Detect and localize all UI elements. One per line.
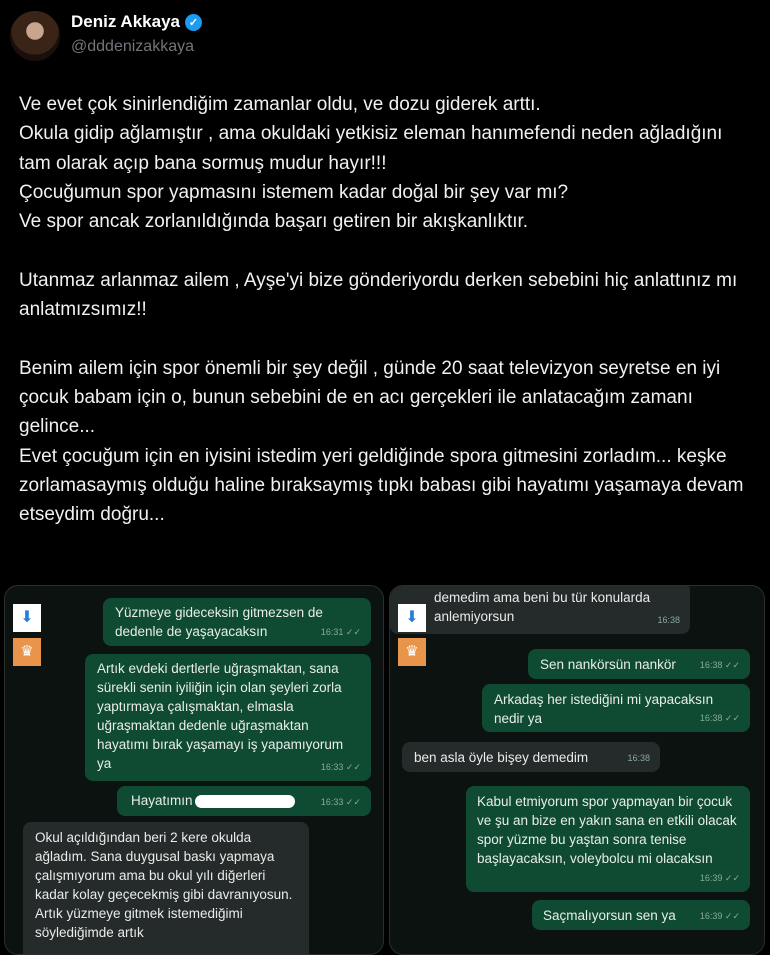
- crown-icon: ♛: [398, 638, 426, 666]
- chat-screenshot-right[interactable]: [389, 585, 765, 955]
- download-icon: ⬇: [398, 604, 426, 632]
- author-handle[interactable]: @dddenizakkaya: [71, 38, 194, 55]
- redaction-mark: [195, 795, 295, 808]
- message-bubble: Sen nankörsün nankör 16:38 ✓✓: [528, 649, 750, 679]
- avatar[interactable]: [10, 11, 60, 61]
- message-bubble: ben asla öyle bişey demedim 16:38: [402, 742, 660, 772]
- download-icon: ⬇: [13, 604, 41, 632]
- verified-badge-icon: ✓: [185, 14, 202, 31]
- message-bubble: demedim ama beni bu tür konularda anlemiyorsun 16:38: [390, 585, 690, 634]
- message-bubble: Kabul etmiyorum spor yapmayan bir çocuk ve şu an bize en yakın sana en etkili olacak spor yüzme bu yaştan sonra tenise başlayacaksın, voleybolcu mi olacaksın 16:39 ✓✓: [466, 786, 750, 892]
- message-bubble: Yüzmeye gideceksin gitmezsen de dedenle de yaşayacaksın 16:31 ✓✓: [103, 598, 371, 646]
- message-bubble: Artık evdeki dertlerle uğraşmaktan, sana sürekli senin iyiliğin için olan şeyleri zorla yaptırmaya çalışmaktan, elmasla uğraşmaktan dedenle uğraşmaktan hayatımı bırak yaşamayı iş yapamıyorum ya 16:33 ✓✓: [85, 654, 371, 781]
- message-bubble: Saçmalıyorsun sen ya 16:39 ✓✓: [532, 900, 750, 930]
- chat-screenshot-left[interactable]: [4, 585, 384, 955]
- tweet-text: Ve evet çok sinirlendiğim zamanlar oldu, ve dozu giderek arttı. Okula gidip ağlamıştır , ama okuldaki yetkisiz eleman hanımefendi neden ağladığını tam olarak açıp bana sormuş mudur hayır!!! Çocuğumun spor yapmasını istemem kadar doğal bir şey var mı? Ve spor ancak zorlanıldığında başarı getiren bir akışkanlıktır. Utanmaz arlanmaz ailem , Ayşe'yi bize gönderiyordu derken sebebini hiç anlattınız mı anlatmızsımız!! Benim ailem için spor önemli bir şey değil , günde 20 saat televizyon seyretse en iyi çocuk babam için o, bunun sebebini de en acı gerçekleri ile anlatacağım zamanı gelince... Evet çocuğum için en iyisini istedim yeri geldiğinde spora gitmesini zorladım... keşke zorlamasaymış olduğu haline bıraksaymış tıpkı babası gibi hayatımı yaşamaya devam etseydim doğru...: [19, 94, 744, 526]
- crown-icon: ♛: [13, 638, 41, 666]
- message-bubble: Okul açıldığından beri 2 kere okulda ağladım. Sana duygusal baskı yapmaya çalışmıyorum ama bu okul yılı diğerleri kadar kolay geçecekmiş gibi davranıyosun. Artık yüzmeye gitmek istemediğimi söylediğimde artık: [23, 822, 309, 955]
- message-bubble: Hayatımın 16:33 ✓✓: [117, 786, 371, 816]
- message-bubble: Arkadaş her istediğini mi yapacaksın nedir ya 16:38 ✓✓: [482, 684, 750, 732]
- author-name[interactable]: Deniz Akkaya ✓: [71, 12, 202, 32]
